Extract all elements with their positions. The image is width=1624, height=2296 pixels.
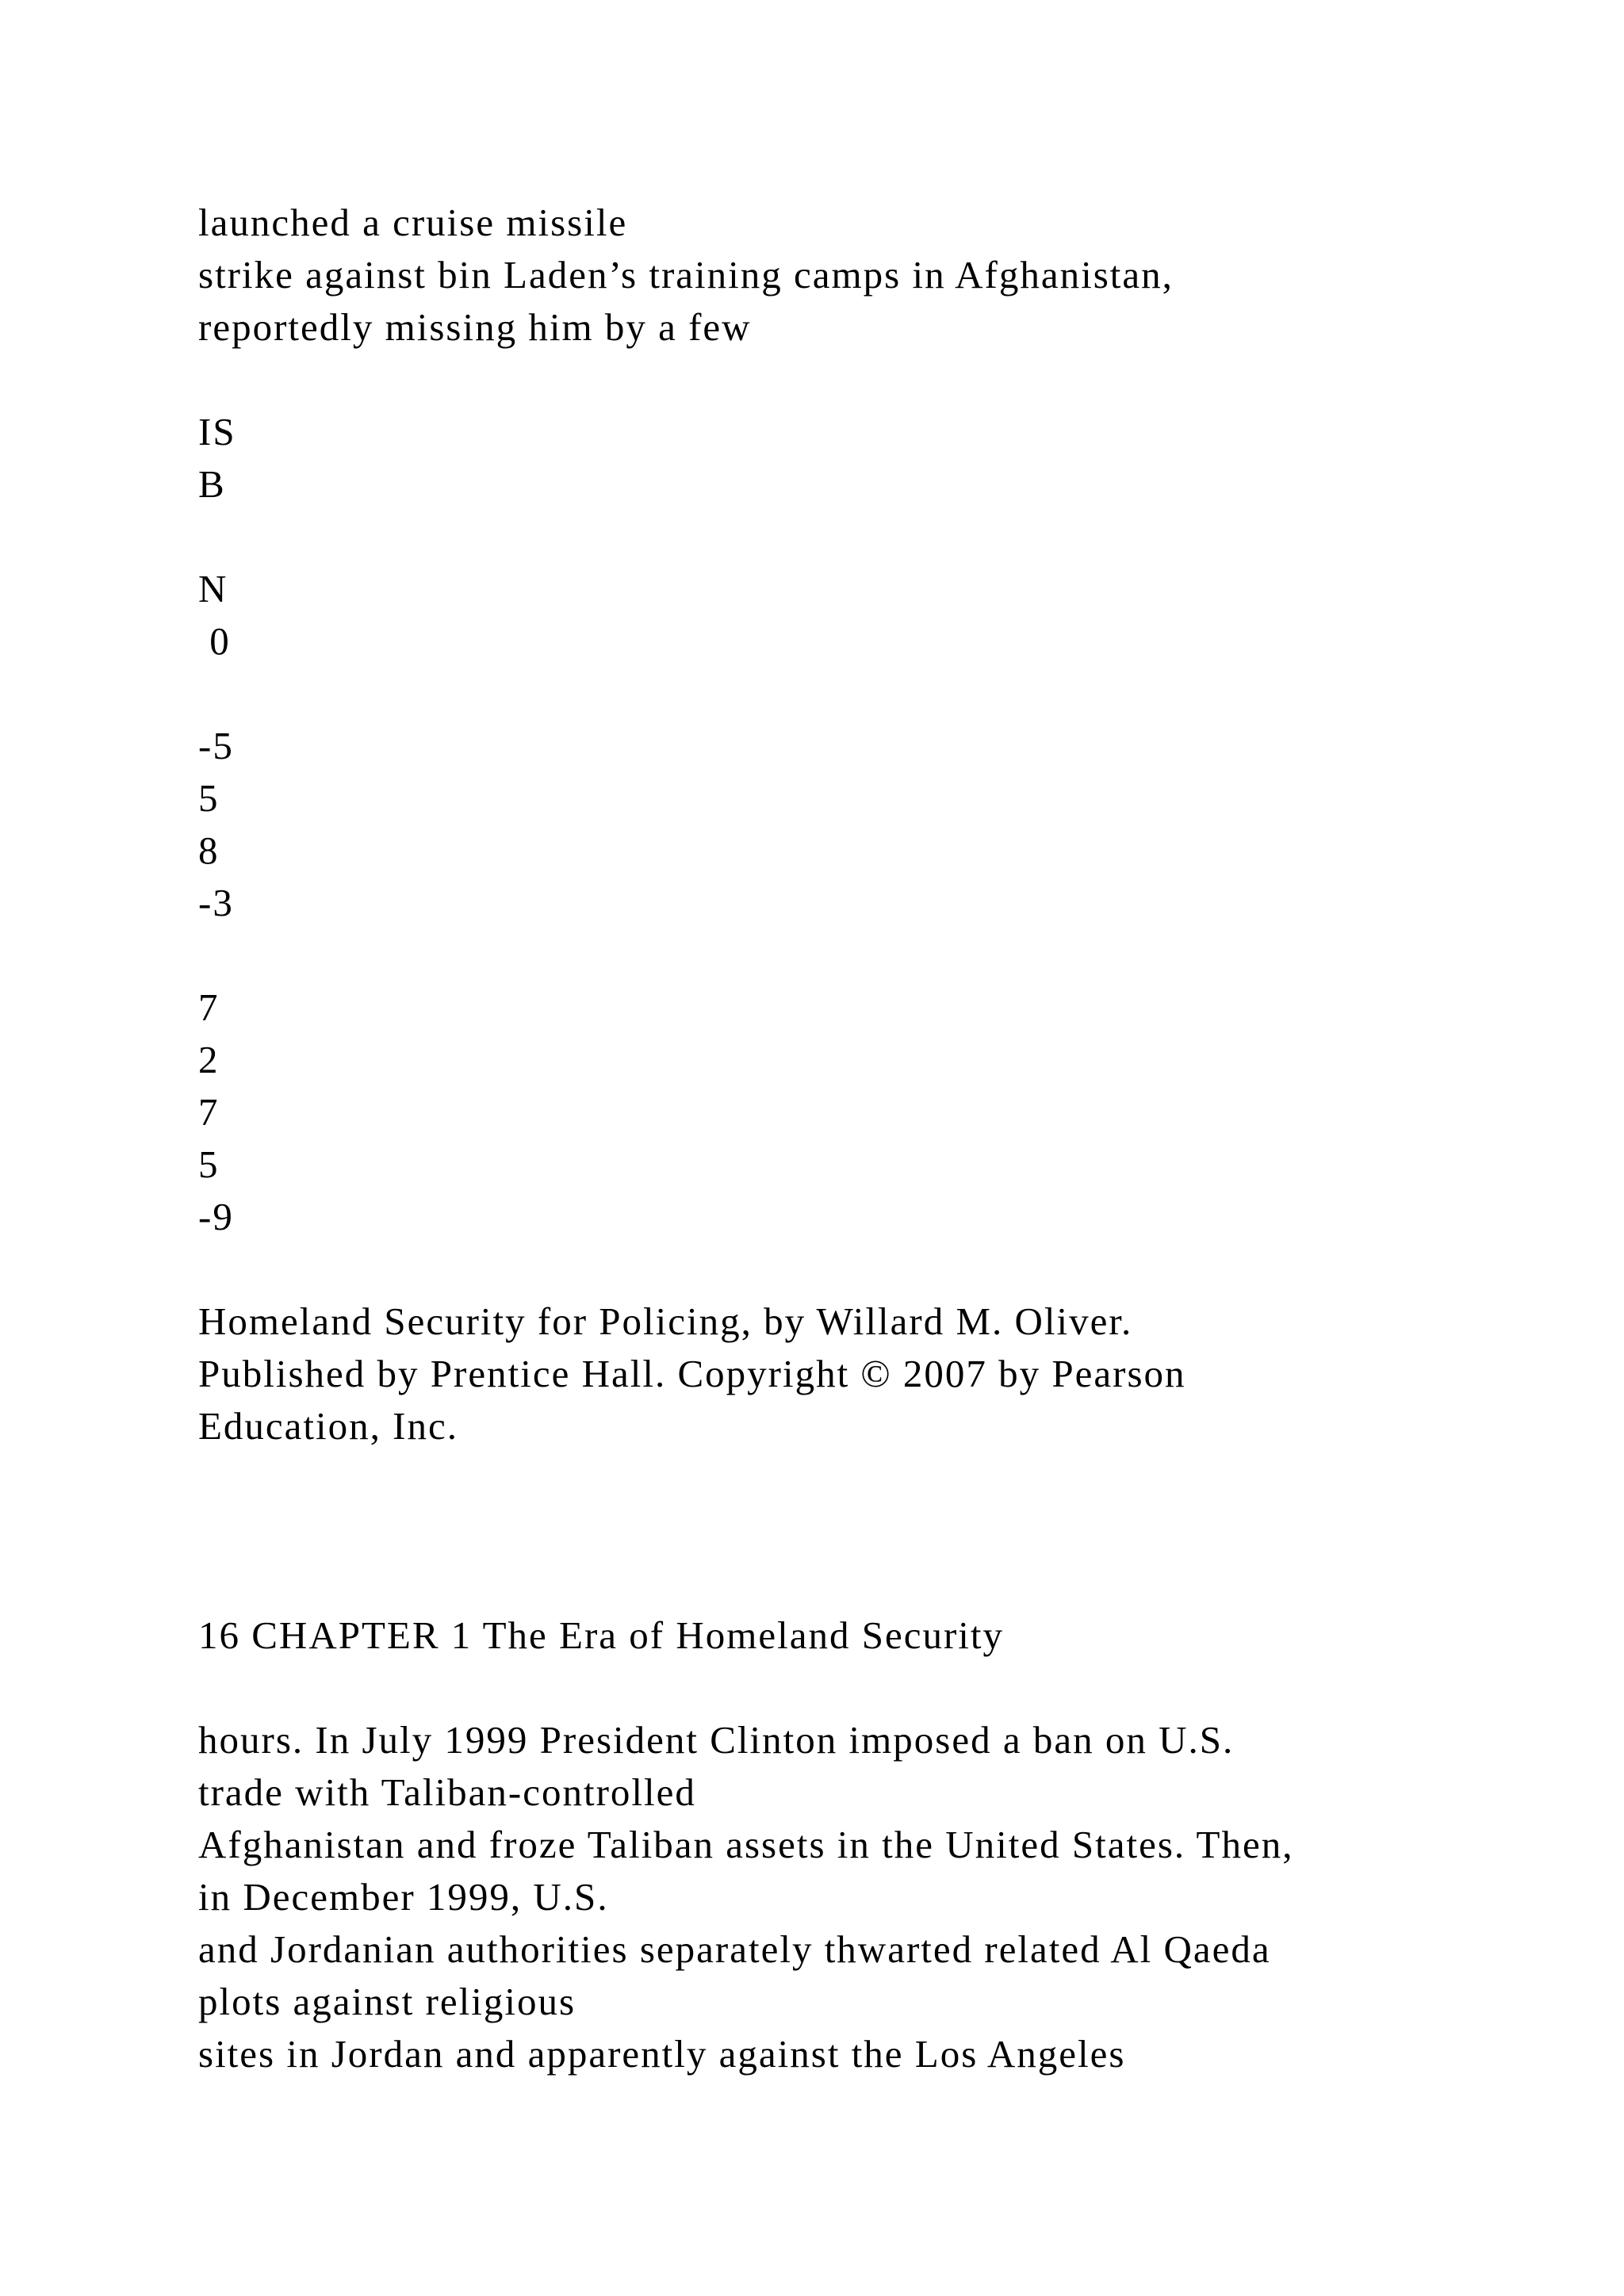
- blank-line: [198, 511, 1578, 563]
- isbn-fragment: 5: [198, 1142, 220, 1186]
- isbn-fragment: N: [198, 567, 228, 610]
- text-line: in December 1999, U.S.: [198, 1875, 609, 1919]
- isbn-fragment: -5: [198, 724, 234, 767]
- text-line: trade with Taliban-controlled: [198, 1770, 696, 1814]
- text-line: sites in Jordan and apparently against the Los Angeles: [198, 2032, 1126, 2076]
- copyright-line: Published by Prentice Hall. Copyright © 2007 by Pearson: [198, 1352, 1186, 1395]
- copyright-line: Homeland Security for Policing, by Willard M. Oliver.: [198, 1299, 1133, 1343]
- text-line: hours. In July 1999 President Clinton imposed a ban on U.S.: [198, 1718, 1235, 1762]
- isbn-fragment: 2: [198, 1038, 220, 1081]
- text-line: and Jordanian authorities separately thwarted related Al Qaeda: [198, 1927, 1271, 1971]
- blank-line: [198, 1505, 1578, 1557]
- text-line: launched a cruise missile: [198, 201, 628, 244]
- chapter-header: 16 CHAPTER 1 The Era of Homeland Security: [198, 1613, 1005, 1657]
- blank-line: [198, 354, 1578, 406]
- isbn-fragment: 7: [198, 1090, 220, 1134]
- text-line: plots against religious: [198, 1980, 576, 2023]
- blank-line: [198, 668, 1578, 720]
- isbn-fragment: -9: [198, 1195, 234, 1238]
- isbn-fragment: B: [198, 462, 226, 506]
- isbn-fragment: 5: [198, 776, 220, 820]
- text-line: Afghanistan and froze Taliban assets in the United States. Then,: [198, 1823, 1294, 1866]
- isbn-fragment: IS: [198, 410, 236, 453]
- text-line: strike against bin Laden’s training camps in Afghanistan,: [198, 253, 1174, 297]
- blank-line: [198, 1557, 1578, 1609]
- isbn-fragment: -3: [198, 881, 234, 924]
- blank-line: [198, 1452, 1578, 1505]
- document-page: [198, 197, 1578, 2080]
- blank-line: [198, 1662, 1578, 1714]
- isbn-fragment: 7: [198, 985, 220, 1029]
- isbn-fragment: 8: [198, 828, 220, 872]
- text-line: reportedly missing him by a few: [198, 305, 752, 349]
- copyright-line: Education, Inc.: [198, 1404, 458, 1448]
- isbn-fragment: 0: [198, 619, 231, 663]
- blank-line: [198, 1243, 1578, 1295]
- blank-line: [198, 929, 1578, 982]
